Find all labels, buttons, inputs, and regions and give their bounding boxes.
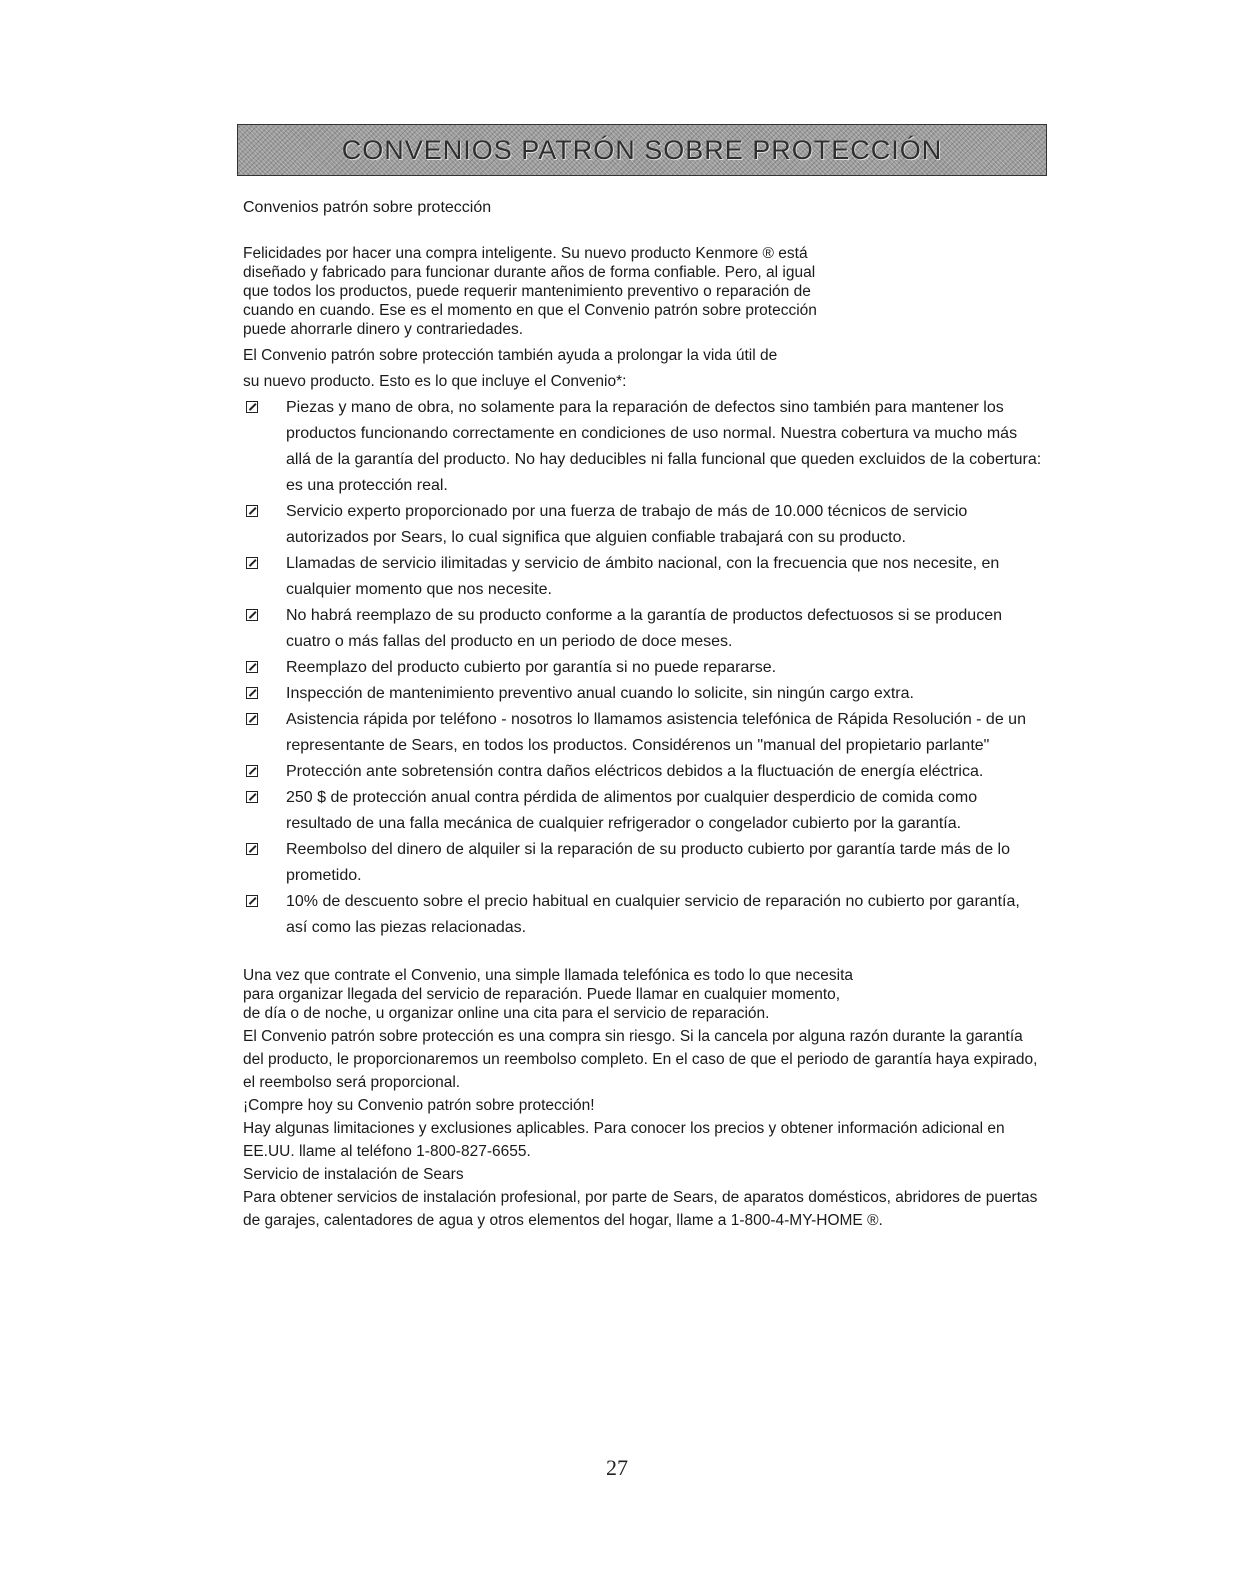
closing-line: de día o de noche, u organizar online una cita para el servicio de reparación. [243,1005,770,1022]
riskfree-paragraph: El Convenio patrón sobre protección es una compra sin riesgo. Si la cancela por alguna razón durante la garantía del producto, le proporcionaremos un reembolso completo. En el caso de que el periodo de garantía haya expirado, el reembolso será proporcional. [243,1028,1038,1091]
page-number: 27 [606,1455,628,1480]
checkbox-checked-icon [246,765,258,777]
feature-text: 250 $ de protección anual contra pérdida de alimentos por cualquier desperdicio de comida como resultado de una falla mecánica de cualquier refrigerador o congelador cubierto por la garantía. [286,789,978,832]
checkbox-checked-icon [246,895,258,907]
intro-line: cuando en cuando. Ese es el momento en que el Convenio patrón sobre protección [243,302,817,319]
closing-paragraph [243,966,1043,1023]
document-subtitle: Convenios patrón sobre protección [243,199,492,216]
closing-line: para organizar llegada del servicio de reparación. Puede llamar en cualquier momento, [243,986,841,1003]
installation-title: Servicio de instalación de Sears [243,1166,464,1183]
installation-paragraph: Para obtener servicios de instalación profesional, por parte de Sears, de aparatos domésticos, abridores de puertas de garajes, calentadores de agua y otros elementos del hogar, llame a 1-800-4-MY-HOME ®. [243,1189,1038,1229]
buy-today-text: ¡Compre hoy su Convenio patrón sobre protección! [243,1097,595,1114]
checkbox-checked-icon [246,713,258,725]
intro-line: Felicidades por hacer una compra inteligente. Su nuevo producto Kenmore ® está [243,245,808,262]
intro2-line: su nuevo producto. Esto es lo que incluye el Convenio*: [243,373,627,390]
checkbox-checked-icon [246,687,258,699]
feature-item [243,551,1043,603]
closing-line: Una vez que contrate el Convenio, una simple llamada telefónica es todo lo que necesita [243,967,854,984]
intro-line: puede ahorrarle dinero y contrariedades. [243,321,524,338]
feature-text: Asistencia rápida por teléfono - nosotros lo llamamos asistencia telefónica de Rápida Resolución - de un representante de Sears, en todos los productos. Considérenos un "manual del propietario parlante" [286,711,1026,754]
checkbox-checked-icon [246,791,258,803]
feature-item [243,889,1043,941]
feature-text: Inspección de mantenimiento preventivo anual cuando lo solicite, sin ningún cargo extra. [286,685,914,702]
intro2-line: El Convenio patrón sobre protección también ayuda a prolongar la vida útil de [243,347,778,364]
checkbox-checked-icon [246,557,258,569]
checkbox-checked-icon [246,401,258,413]
checkbox-checked-icon [246,609,258,621]
feature-item [243,785,1043,837]
checkbox-checked-icon [246,661,258,673]
feature-item [243,395,1043,499]
feature-item [243,759,1043,785]
document-body [243,198,1043,1232]
feature-text: Protección ante sobretensión contra daños eléctricos debidos a la fluctuación de energía eléctrica. [286,763,984,780]
intro-paragraph-2 [243,343,1043,395]
feature-text: Servicio experto proporcionado por una fuerza de trabajo de más de 10.000 técnicos de servicio autorizados por Sears, lo cual significa que alguien confiable trabajará con su producto. [286,503,968,546]
feature-list [243,395,1043,941]
feature-text: Llamadas de servicio ilimitadas y servicio de ámbito nacional, con la frecuencia que nos necesite, en cualquier momento que nos necesite. [286,555,1000,598]
feature-item [243,681,1043,707]
intro-paragraph [243,244,1043,339]
section-header-title: CONVENIOS PATRÓN SOBRE PROTECCIÓN [341,135,943,165]
feature-item [243,837,1043,889]
feature-item [243,603,1043,655]
checkbox-checked-icon [246,505,258,517]
feature-text: Reembolso del dinero de alquiler si la reparación de su producto cubierto por garantía tarde más de lo prometido. [286,841,1010,884]
intro-line: que todos los productos, puede requerir mantenimiento preventivo o reparación de [243,283,811,300]
feature-text: Reemplazo del producto cubierto por garantía si no puede repararse. [286,659,777,676]
feature-item [243,499,1043,551]
feature-text: Piezas y mano de obra, no solamente para la reparación de defectos sino también para mantener los productos funcionando correctamente en condiciones de uso normal. Nuestra cobertura va mucho más allá de la garantía del producto. No hay deducibles ni falla funcional que queden excluidos de la cobertura: es una protección real. [286,399,1042,494]
intro-line: diseñado y fabricado para funcionar durante años de forma confiable. Pero, al igual [243,264,816,281]
section-header-bar [237,124,1047,176]
limitations-paragraph: Hay algunas limitaciones y exclusiones aplicables. Para conocer los precios y obtener información adicional en EE.UU. llame al teléfono 1-800-827-6655. [243,1120,1005,1160]
feature-item [243,707,1043,759]
checkbox-checked-icon [246,843,258,855]
feature-item [243,655,1043,681]
feature-text: No habrá reemplazo de su producto conforme a la garantía de productos defectuosos si se producen cuatro o más fallas del producto en un periodo de doce meses. [286,607,1002,650]
feature-text: 10% de descuento sobre el precio habitual en cualquier servicio de reparación no cubierto por garantía, así como las piezas relacionadas. [286,893,1020,936]
